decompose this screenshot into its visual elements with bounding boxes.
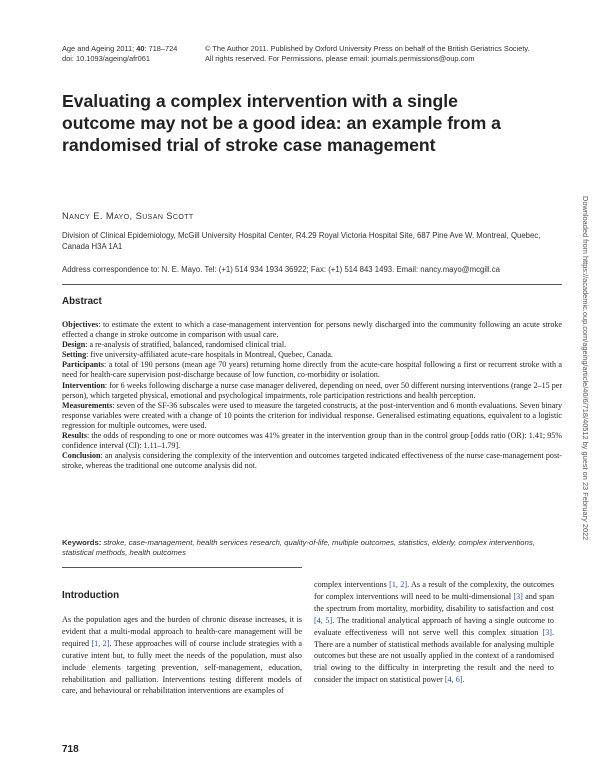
page-number: 718 bbox=[62, 744, 79, 755]
introduction-paragraph-continued bbox=[314, 579, 554, 686]
abstract-text: : five university-affiliated acute-care hospitals in Montreal, Quebec, Canada. bbox=[86, 350, 333, 360]
keywords-list: stroke, case-management, health services research, quality-of-life, multiple outcomes, statistics, elderly, complex interventions, statistical methods, health outcomes bbox=[62, 538, 535, 558]
abstract-text: : for 6 weeks following discharge a nurse case manager delivered, depending on need, over 50 different nursing interventions (range 2–15 per person), which targeted physical, emotional and psychological impairments, role participation restrictions and health perception. bbox=[62, 380, 562, 400]
journal-name: Age and Ageing 2011; bbox=[62, 44, 137, 53]
journal-citation bbox=[62, 44, 177, 64]
journal-pages: : 718–724 bbox=[144, 44, 178, 53]
abstract-label: Measurements bbox=[62, 400, 113, 410]
body-text: As the population ages and the burden of chronic disease increases, it is evident that a multi-modal approach to health-care management will be required bbox=[62, 615, 302, 648]
abstract-setting bbox=[62, 350, 562, 360]
article-title: Evaluating a complex intervention with a single outcome may not be a good idea: an example from a randomised trial of stroke case management bbox=[62, 91, 501, 155]
copyright-line-1: © The Author 2011. Published by Oxford University Press on behalf of the British Geriatrics Society. bbox=[205, 44, 530, 53]
body-text: . bbox=[462, 675, 465, 685]
divider-top bbox=[62, 284, 562, 285]
abstract-body bbox=[62, 320, 562, 471]
abstract-text: : seven of the SF-36 subscales were used to measure the targeted constructs, at the post-intervention and 6 month evaluations. Seven binary response variables were created with a change of 10 points the criterion for individual response. Generalised estimating equations, equivalent to a logistic regression for multiple outcomes, were used. bbox=[62, 400, 562, 430]
abstract-intervention bbox=[62, 381, 562, 401]
abstract-text: : the odds of responding to one or more outcomes was 41% greater in the intervention group than in the control group [odds ratio (OR): 1.41; 95% confidence interval (CI): 1.11–1.79]. bbox=[62, 431, 562, 451]
abstract-participants bbox=[62, 360, 562, 380]
keywords-label: Keywords: bbox=[62, 538, 102, 547]
correspondence-address: Address correspondence to: N. E. Mayo. Tel: (+1) 514 934 1934 36922; Fax: (+1) 514 843 1493. Email: nancy.mayo@mcgill.ca bbox=[62, 265, 500, 274]
abstract-design bbox=[62, 340, 562, 350]
abstract-label: Objectives bbox=[62, 320, 99, 329]
introduction-heading: Introduction bbox=[62, 590, 120, 601]
divider-bottom bbox=[62, 567, 302, 568]
introduction-column-right bbox=[314, 579, 554, 686]
abstract-label: Setting bbox=[62, 350, 87, 360]
doi: doi: 10.1093/ageing/afr061 bbox=[62, 54, 150, 63]
abstract-measurements bbox=[62, 401, 562, 431]
affiliation: Division of Clinical Epidemiology, McGill University Hospital Center, R4.29 Royal Victoria Hospital Site, 687 Pine Ave W. Montreal, Quebec, Canada H3A 1A1 bbox=[62, 231, 541, 251]
abstract-label: Participants bbox=[62, 360, 105, 370]
abstract-text: : to estimate the extent to which a case-management intervention for persons newly discharged into the community following an acute stroke effected a change in stroke outcome in comparison with usual care. bbox=[62, 320, 562, 340]
author-names: Nancy E. Mayo, Susan Scott bbox=[62, 210, 194, 221]
keywords bbox=[62, 538, 562, 558]
introduction-column-left bbox=[62, 614, 302, 697]
download-note: Downloaded from https://academic.oup.com/ageing/article/40/6/718/40512 by guest on 23 February 2022 bbox=[581, 196, 590, 541]
abstract-text: : a total of 190 persons (mean age 70 years) returning home directly from the acute-care hospital following a first or recurrent stroke with a need for health-care supervision post-discharge because of low function, co-morbidity or isolation. bbox=[62, 360, 562, 380]
abstract-label: Design bbox=[62, 340, 86, 350]
body-text: . There are a number of statistical methods available for analysing multiple outcomes but these are not usually applied in the context of a randomised trial owing to the difficulty in interpreting the result and the need to consider the impact on statistical power bbox=[314, 627, 554, 685]
body-text: . These approaches will of course include strategies with a curative intent but, to fully meet the needs of the population, must also include elements targeting prevention, self-management, education, rehabilitation and palliation. Interventions testing different models of care, and behavioural or rehabilitation interventions are examples of bbox=[62, 638, 303, 696]
abstract-label: Conclusion bbox=[62, 451, 101, 461]
citation-link[interactable]: [1, 2] bbox=[91, 638, 110, 648]
abstract-text: : an analysis considering the complexity of the intervention and outcomes targeted indicated effectiveness of the nurse case-management post-stroke, whereas the traditional one outcome analysis did not. bbox=[62, 451, 562, 471]
citation-link[interactable]: [1, 2] bbox=[389, 580, 408, 589]
abstract-objectives bbox=[62, 320, 562, 340]
citation-link[interactable]: [4, 6] bbox=[444, 675, 463, 685]
abstract-label: Results bbox=[62, 431, 88, 441]
body-text: . As a result of the complexity, the outcomes for complex interventions will need to be multi-dimensional bbox=[314, 580, 555, 601]
abstract-label: Intervention bbox=[62, 380, 105, 390]
download-watermark bbox=[578, 196, 590, 590]
citation-link[interactable]: [3] bbox=[542, 627, 552, 637]
citation-link[interactable]: [3] bbox=[513, 591, 523, 601]
body-text: and span the spectrum from mortality, morbidity, disability to satisfaction and cost bbox=[314, 591, 555, 613]
introduction-paragraph bbox=[62, 614, 302, 697]
authors bbox=[62, 210, 194, 221]
abstract-conclusion bbox=[62, 451, 562, 471]
citation-link[interactable]: [4, 5] bbox=[314, 615, 333, 625]
abstract-heading: Abstract bbox=[62, 296, 102, 307]
abstract-text: : a re-analysis of stratified, balanced, randomised clinical trial. bbox=[85, 340, 287, 350]
copyright-line-2: All rights reserved. For Permissions, please email: journals.permissions@oup.com bbox=[205, 54, 475, 63]
abstract-results bbox=[62, 431, 562, 451]
body-text: . The traditional analytical approach of having a single outcome to evaluate effectiveness will not serve well this complex situation bbox=[314, 615, 554, 637]
journal-volume: 40 bbox=[136, 44, 145, 53]
copyright-notice bbox=[205, 44, 561, 64]
body-text: complex interventions bbox=[314, 580, 390, 589]
